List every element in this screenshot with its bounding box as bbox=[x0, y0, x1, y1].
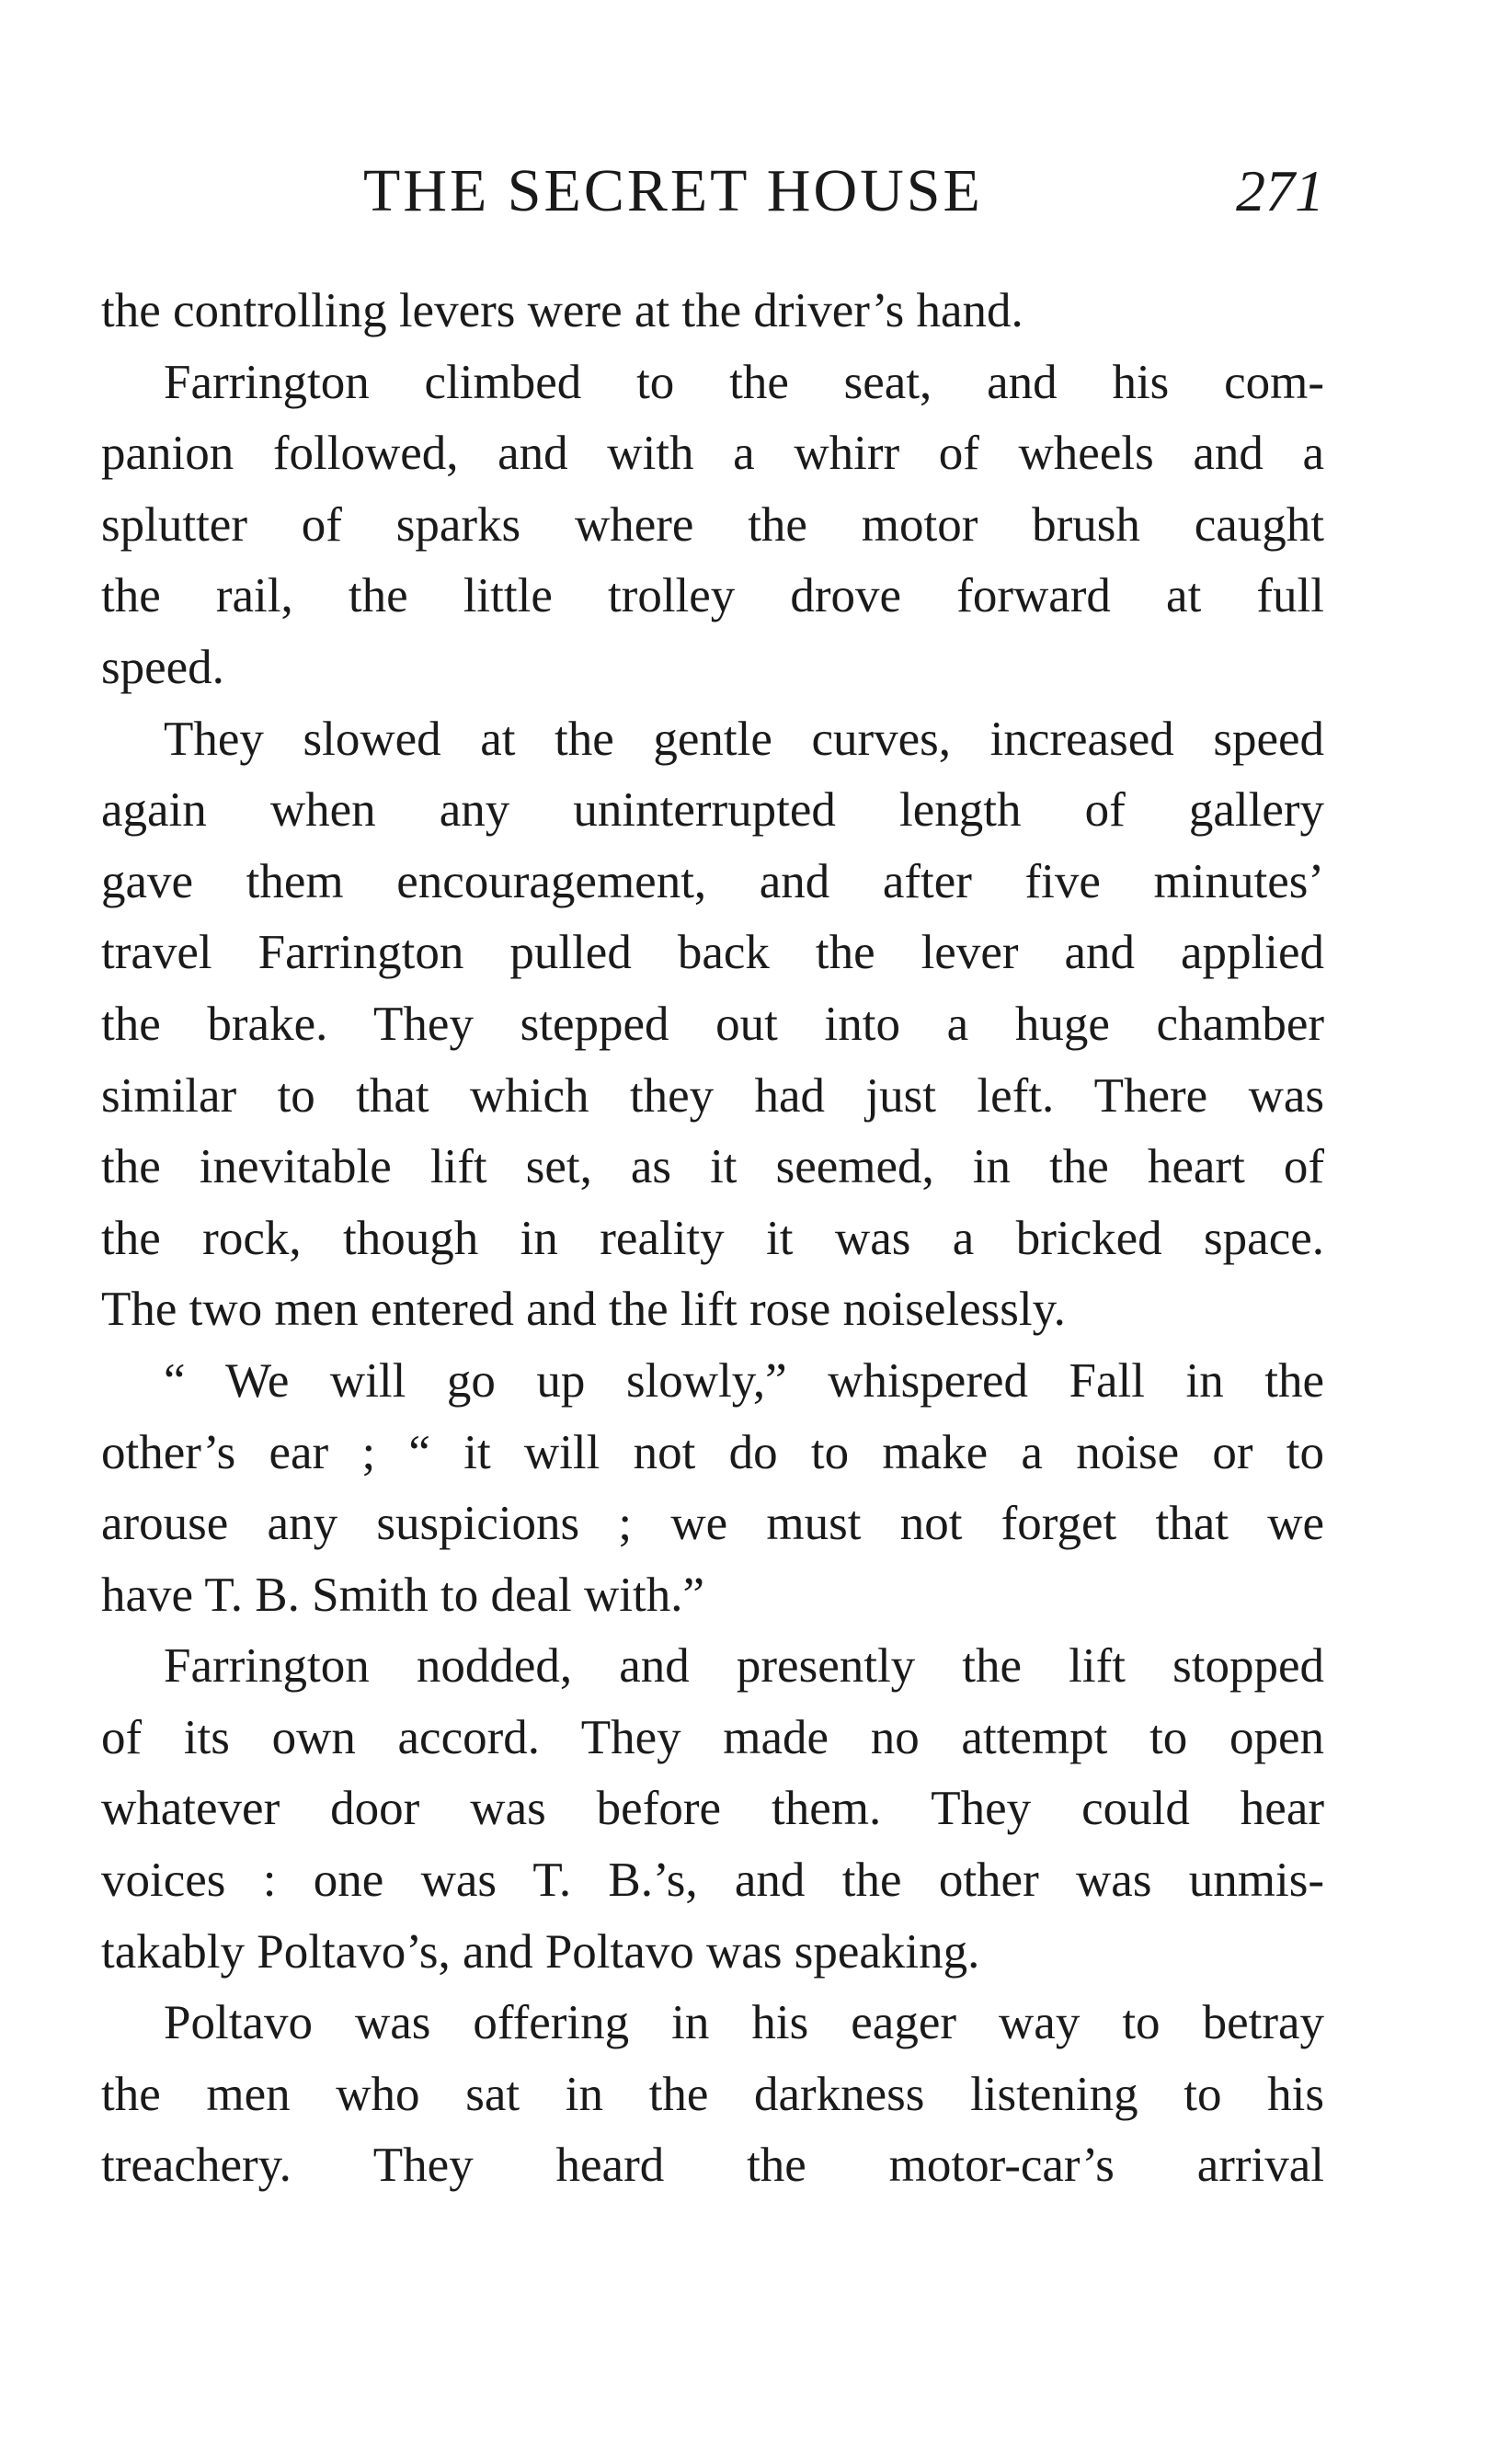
text-line: the controlling levers were at the driver’s hand. bbox=[101, 284, 1023, 337]
text-line: treachery. They heard the motor-car’s arrival bbox=[101, 2139, 1324, 2193]
text-line: “ We will go up slowly,” whispered Fall in the bbox=[164, 1353, 1324, 1408]
text-line: again when any uninterrupted length of gallery bbox=[101, 783, 1324, 838]
text-line: whatever door was before them. They could hear bbox=[101, 1782, 1324, 1836]
body-text bbox=[101, 276, 1324, 2202]
text-line: splutter of sparks where the motor brush caught bbox=[101, 497, 1324, 552]
text-line: gave them encouragement, and after five minutes’ bbox=[101, 854, 1324, 908]
text-line: travel Farrington pulled back the lever and applied bbox=[101, 926, 1324, 980]
text-line: similar to that which they had just left. There was bbox=[101, 1068, 1324, 1123]
text-line: speed. bbox=[101, 640, 224, 694]
text-line: other’s ear ; “ it will not do to make a noise or to bbox=[101, 1425, 1324, 1479]
text-line: Farrington nodded, and presently the lift stopped bbox=[164, 1639, 1324, 1694]
running-head bbox=[101, 154, 1324, 228]
text-line: the rock, though in reality it was a bricked space. bbox=[101, 1211, 1324, 1265]
text-line: arouse any suspicions ; we must not forget that we bbox=[101, 1497, 1324, 1551]
text-line: have T. B. Smith to deal with.” bbox=[101, 1568, 705, 1622]
page-number: 271 bbox=[1236, 158, 1324, 223]
text-line: the men who sat in the darkness listening to his bbox=[101, 2067, 1324, 2121]
text-line: They slowed at the gentle curves, increased speed bbox=[164, 712, 1324, 766]
text-line: of its own accord. They made no attempt to open bbox=[101, 1710, 1324, 1764]
text-line: takably Poltavo’s, and Poltavo was speaking. bbox=[101, 1924, 980, 1979]
text-line: the brake. They stepped out into a huge chamber bbox=[101, 997, 1324, 1051]
text-line: The two men entered and the lift rose noiselessly. bbox=[101, 1283, 1066, 1337]
running-title: THE SECRET HOUSE bbox=[363, 157, 983, 224]
text-line: Farrington climbed to the seat, and his com- bbox=[164, 355, 1324, 409]
text-line: the inevitable lift set, as it seemed, in the heart of bbox=[101, 1140, 1324, 1194]
text-line: panion followed, and with a whirr of wheels and a bbox=[101, 427, 1324, 481]
text-line: the rail, the little trolley drove forward at full bbox=[101, 569, 1324, 623]
text-line: voices : one was T. B.’s, and the other was unmis- bbox=[101, 1854, 1324, 1908]
text-line: Poltavo was offering in his eager way to betray bbox=[164, 1996, 1324, 2050]
